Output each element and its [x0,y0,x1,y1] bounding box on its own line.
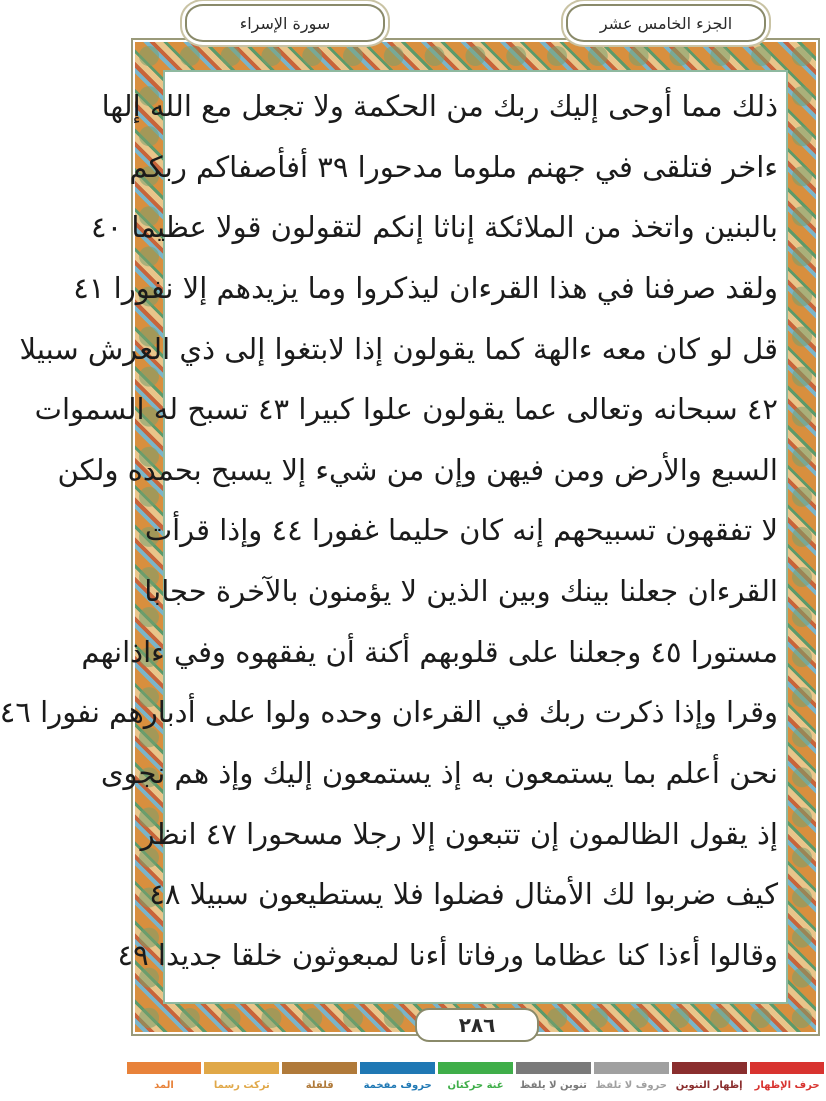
legend-label: تنوين لا يلفظ [519,1080,587,1091]
surah-title: سورة الإسراء [185,4,385,42]
legend-item [670,1062,748,1101]
verse-line: وقالوا أءذا كنا عظاما ورفاتا أءنا لمبعوثون خلقا جديدا ٤٩ [117,937,778,972]
legend-color-bar [127,1062,202,1074]
legend-color-bar [360,1062,435,1074]
legend-label: تركت رسما [213,1080,270,1091]
verse-line: قل لو كان معه ءالهة كما يقولون إذا لابتغوا إلى ذي العرش سبيلا [19,331,778,366]
tajweed-legend [125,1062,826,1101]
legend-color-bar [672,1062,747,1074]
verse-line: لا تفقهون تسبيحهم إنه كان حليما غفورا ٤٤ وإذا قرأت [144,513,778,548]
legend-color-bar [594,1062,669,1074]
verse-line: وقرا وإذا ذكرت ربك في القرءان وحده ولوا على أدبارهم نفورا ٤٦ [0,695,778,730]
verse-line: إذ يقول الظالمون إن تتبعون إلا رجلا مسحورا ٤٧ انظر [140,816,778,851]
verse-line: ذلك مما أوحى إليك ربك من الحكمة ولا تجعل مع الله إلها [101,89,778,123]
verse-line: كيف ضربوا لك الأمثال فضلوا فلا يستطيعون سبيلا ٤٨ [149,877,778,912]
verse-line: القرءان جعلنا بينك وبين الذين لا يؤمنون بالآخرة حجابا [144,574,778,609]
legend-color-bar [204,1062,279,1074]
legend-item [514,1062,592,1101]
legend-color-bar [516,1062,591,1074]
legend-label: قلقلة [305,1080,334,1091]
verse-line: مستورا ٤٥ وجعلنا على قلوبهم أكنة أن يفقهوه وفي ءاذانهم [81,634,778,669]
legend-label: حروف مفخمة [363,1080,432,1091]
legend-color-bar [282,1062,357,1074]
verse-line: ٤٢ سبحانه وتعالى عما يقولون علوا كبيرا ٤٣ تسبح له السموات [34,392,778,427]
legend-item [203,1062,281,1101]
legend-label: إظهار التنوين [675,1080,743,1091]
legend-label: المد [154,1080,174,1091]
legend-item [125,1062,203,1101]
page-number: ٢٨٦ [415,1008,539,1042]
juz-title: الجزء الخامس عشر [566,4,766,42]
legend-label: غنة حركتان [447,1080,504,1091]
verses-block [0,78,778,983]
legend-color-bar [750,1062,825,1074]
legend-item [437,1062,515,1101]
legend-item [592,1062,670,1101]
legend-item [748,1062,826,1101]
verse-line: نحن أعلم بما يستمعون به إذ يستمعون إليك وإذ هم نجوى [100,756,778,791]
verse-line: بالبنين واتخذ من الملائكة إناثا إنكم لتقولون قولا عظيما ٤٠ [91,210,778,245]
verse-line: ءاخر فتلقى في جهنم ملوما مدحورا ٣٩ أفأصفاكم ربكم [129,149,778,184]
legend-color-bar [438,1062,513,1074]
verse-line: السبع والأرض ومن فيهن وإن من شيء إلا يسبح بحمده ولكن [57,452,778,487]
legend-item [359,1062,437,1101]
legend-label: حرف الإظهار [754,1080,820,1091]
verse-line: ولقد صرفنا في هذا القرءان ليذكروا وما يزيدهم إلا نفورا ٤١ [73,270,778,305]
legend-label: حروف لا تلفظ [595,1080,667,1091]
legend-item [281,1062,359,1101]
